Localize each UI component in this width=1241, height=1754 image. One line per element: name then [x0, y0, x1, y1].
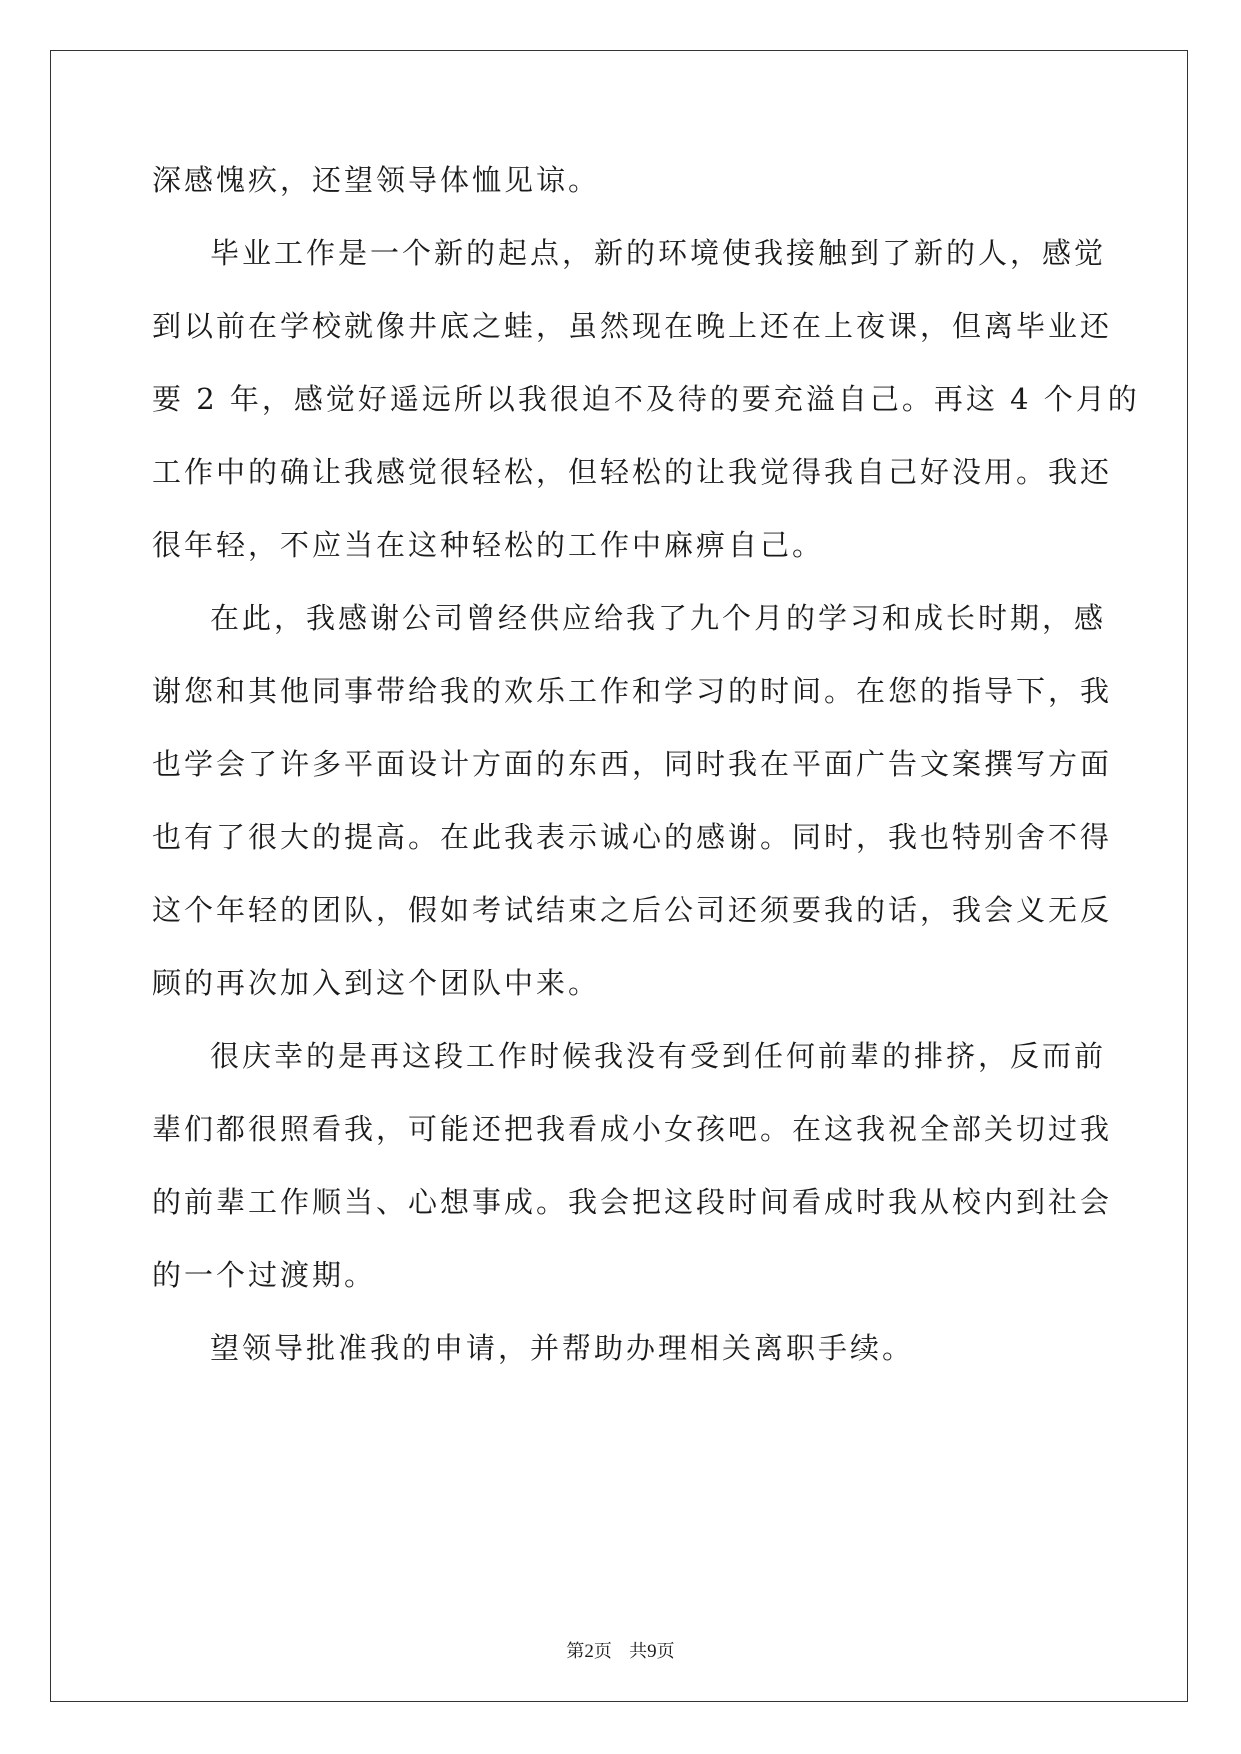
page-number-footer: [0, 1640, 1241, 1664]
paragraph-start-line: 在此，我感谢公司曾经供应给我了九个月的学习和成长时期，感: [210, 601, 1107, 635]
text-line: 的一个过渡期。: [152, 1258, 377, 1292]
text-line: 到以前在学校就像井底之蛙，虽然现在晚上还在上夜课，但离毕业还: [152, 309, 1113, 343]
text-line: 的前辈工作顺当、心想事成。我会把这段时间看成时我从校内到社会: [152, 1185, 1113, 1219]
text-line: 也学会了许多平面设计方面的东西，同时我在平面广告文案撰写方面: [152, 747, 1113, 781]
text-line: 工作中的确让我感觉很轻松，但轻松的让我觉得我自己好没用。我还: [152, 455, 1113, 489]
text-line: 谢您和其他同事带给我的欢乐工作和学习的时间。在您的指导下，我: [152, 674, 1113, 708]
text-line: 深感愧疚，还望领导体恤见谅。: [152, 163, 601, 197]
page-prefix: 第: [566, 1641, 585, 1662]
paragraph-start-line: 毕业工作是一个新的起点，新的环境使我接触到了新的人，感觉: [210, 236, 1107, 270]
text-line: 也有了很大的提高。在此我表示诚心的感谢。同时，我也特别舍不得: [152, 820, 1113, 854]
text-line: 这个年轻的团队，假如考试结束之后公司还须要我的话，我会义无反: [152, 893, 1113, 927]
text-line: 要 2 年，感觉好遥远所以我很迫不及待的要充溢自己。再这 4 个月的: [152, 382, 1140, 416]
text-line: 很年轻，不应当在这种轻松的工作中麻痹自己。: [152, 528, 825, 562]
total-page-count: 9: [647, 1641, 657, 1662]
page-border: [50, 50, 1188, 1702]
page-suffix: 页: [593, 1641, 612, 1662]
text-line: 辈们都很照看我，可能还把我看成小女孩吧。在这我祝全部关切过我: [152, 1112, 1113, 1146]
total-prefix: 共: [629, 1641, 648, 1662]
paragraph-start-line: 很庆幸的是再这段工作时候我没有受到任何前辈的排挤，反而前: [210, 1039, 1107, 1073]
paragraph-start-line: 望领导批准我的申请，并帮助办理相关离职手续。: [210, 1331, 915, 1365]
text-line: 顾的再次加入到这个团队中来。: [152, 966, 601, 1000]
current-page-number: 2: [584, 1641, 594, 1662]
total-suffix: 页: [656, 1641, 675, 1662]
